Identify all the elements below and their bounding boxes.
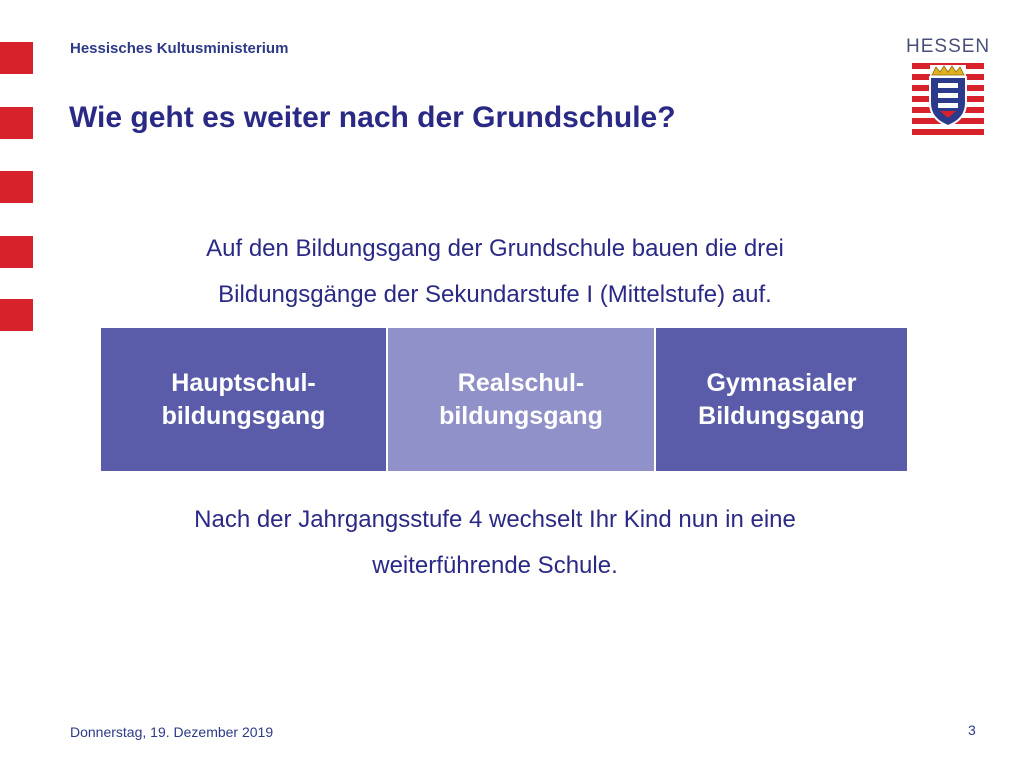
red-accent-bar <box>0 107 33 139</box>
path-label: Hauptschul- <box>171 368 316 397</box>
path-label: Gymnasialer <box>706 368 857 397</box>
path-hauptschule <box>101 328 388 471</box>
path-label: bildungsgang <box>161 401 326 430</box>
intro-text <box>100 226 890 318</box>
intro-line: Auf den Bildungsgang der Grundschule bauen die drei <box>206 235 784 262</box>
path-realschule <box>388 328 656 471</box>
outro-line: Nach der Jahrgangsstufe 4 wechselt Ihr Kind nun in eine <box>194 506 796 533</box>
page-number: 3 <box>968 722 976 738</box>
hessen-logo <box>906 36 990 140</box>
footer-date: Donnerstag, 19. Dezember 2019 <box>70 724 274 740</box>
red-accent-bar <box>0 171 33 203</box>
red-accent-bar <box>0 299 33 331</box>
outro-line: weiterführende Schule. <box>372 552 618 579</box>
hessen-coat-of-arms-icon <box>912 63 984 135</box>
path-label: bildungsgang <box>439 401 603 430</box>
slide-title: Wie geht es weiter nach der Grundschule? <box>69 101 676 134</box>
intro-line: Bildungsgänge der Sekundarstufe I (Mittelstufe) auf. <box>218 281 772 308</box>
logo-text: HESSEN <box>906 36 991 57</box>
education-paths-table <box>101 328 907 471</box>
red-accent-bar <box>0 236 33 268</box>
path-gymnasium <box>656 328 907 471</box>
red-accent-bar <box>0 42 33 74</box>
path-label: Bildungsgang <box>698 401 865 430</box>
ministry-name: Hessisches Kultusministerium <box>70 40 289 57</box>
path-label: Realschul- <box>457 368 585 397</box>
outro-text <box>100 497 890 589</box>
